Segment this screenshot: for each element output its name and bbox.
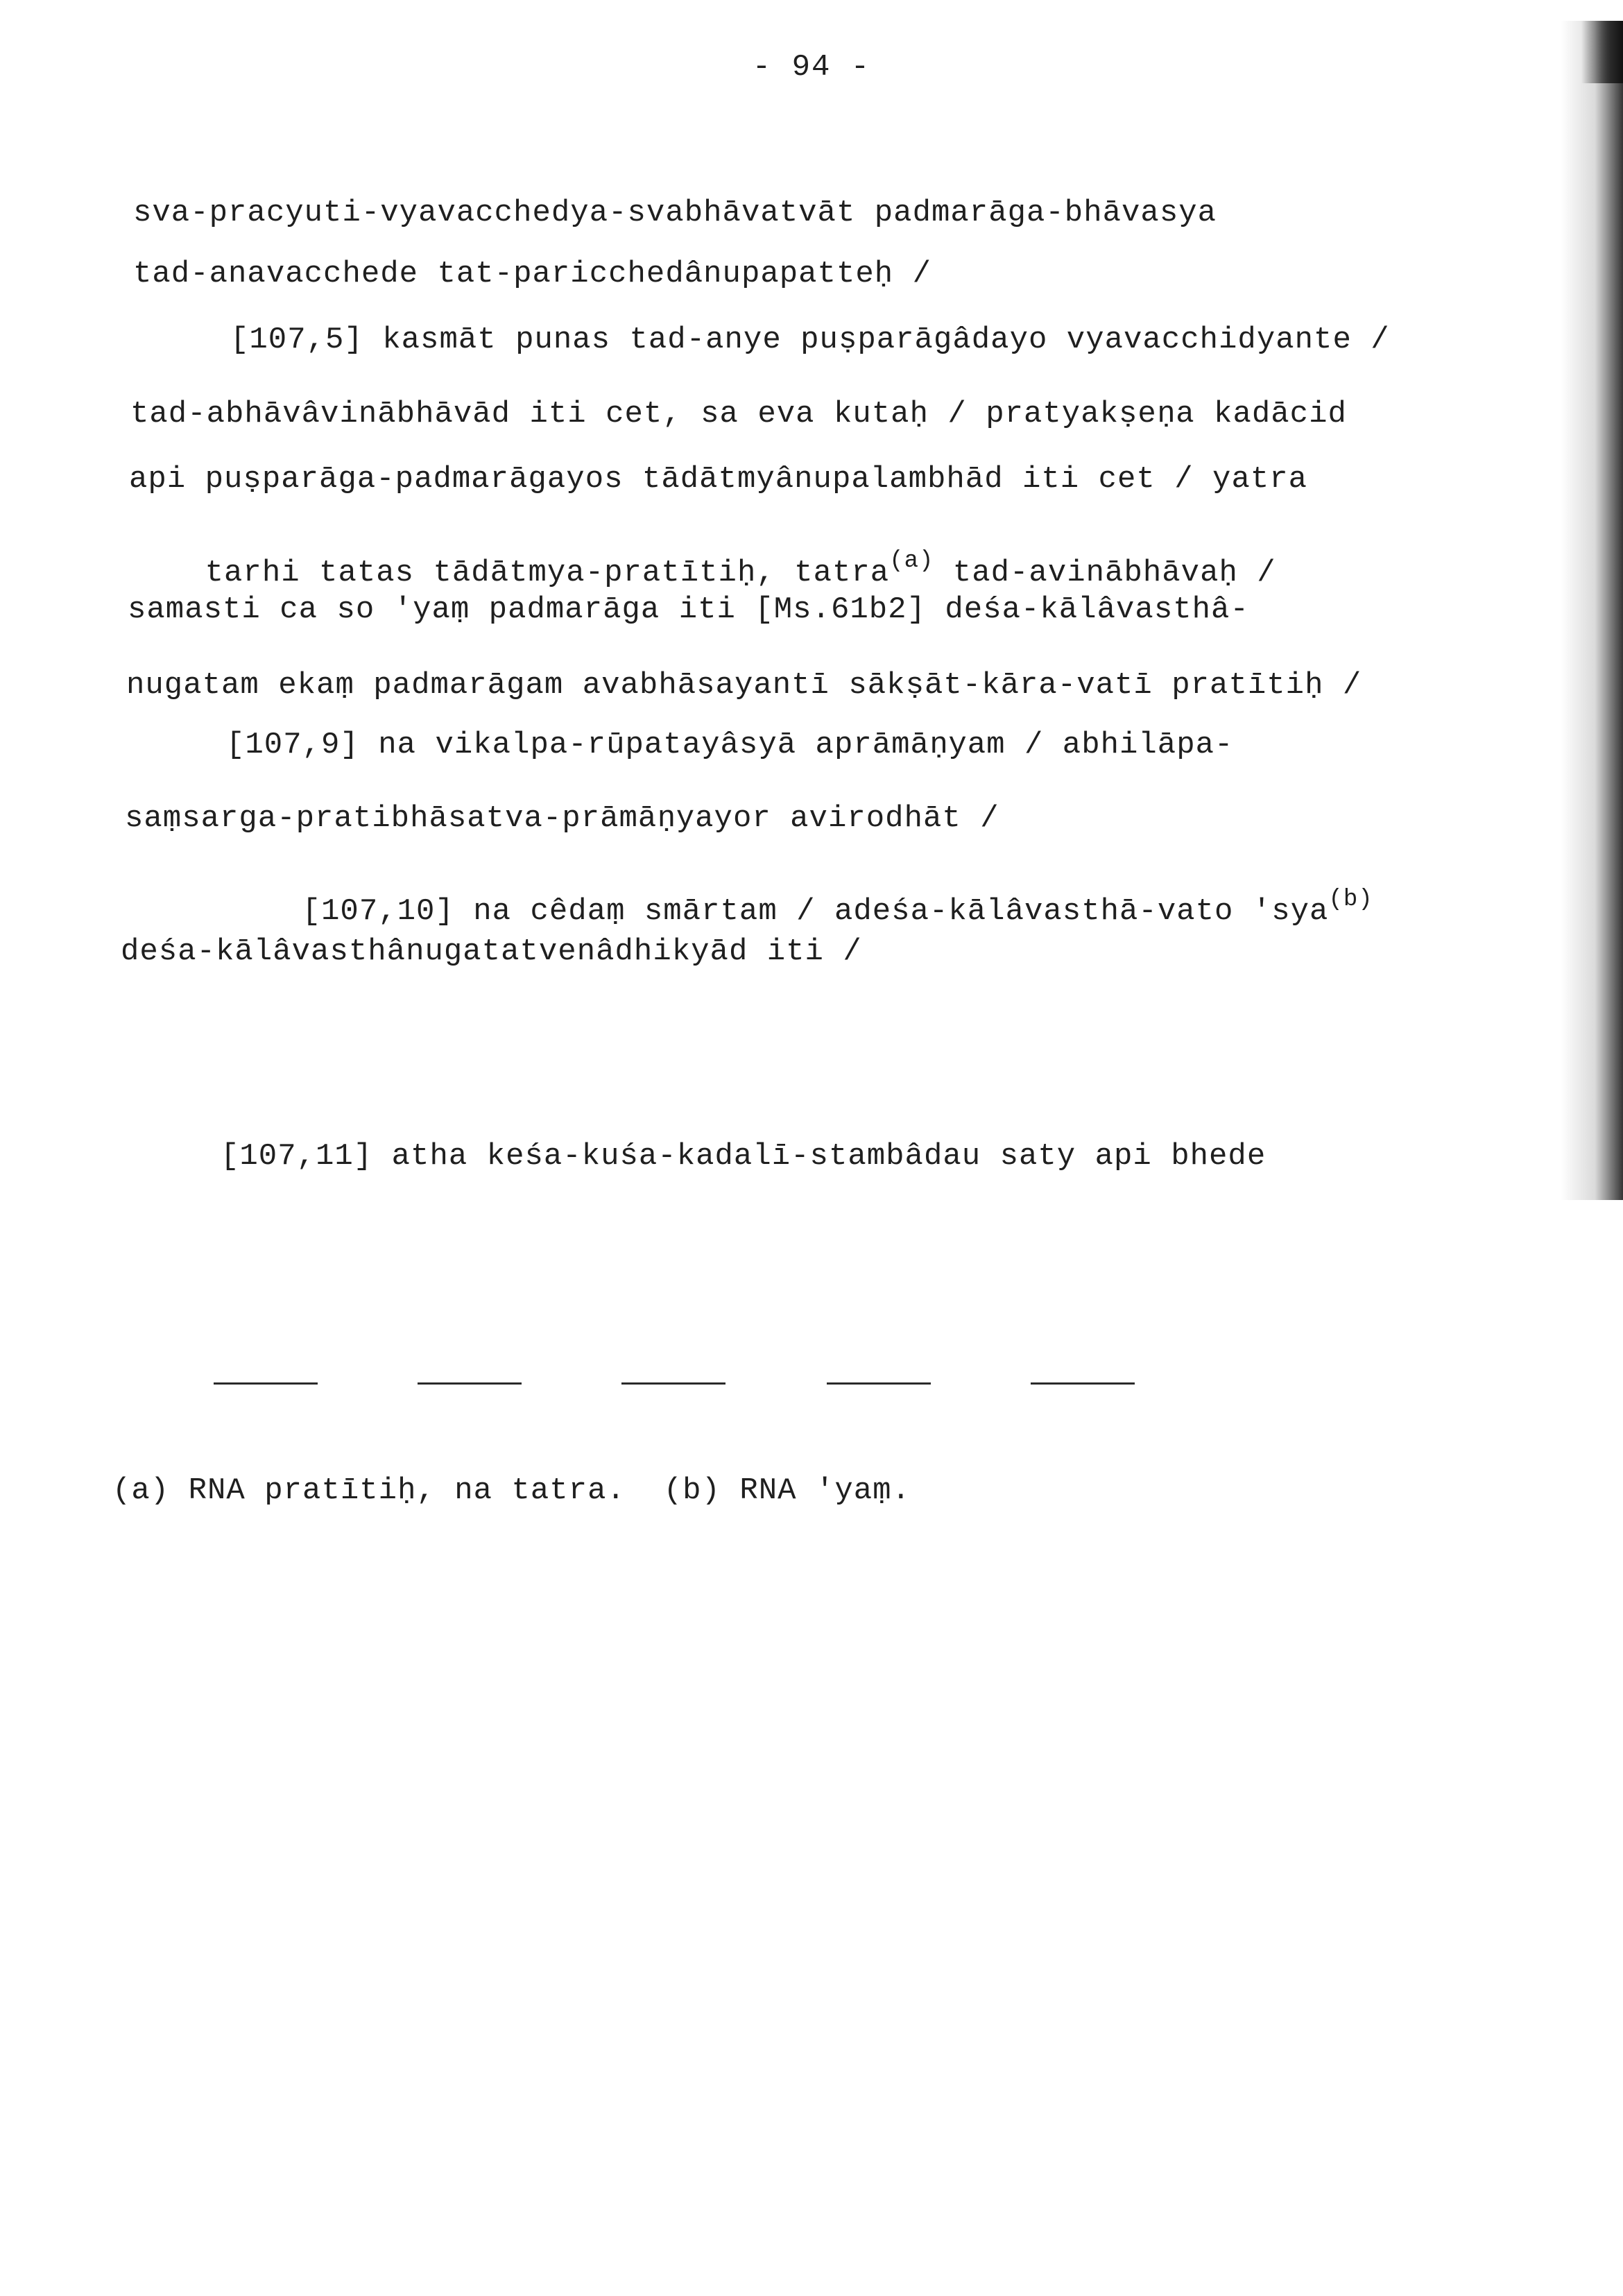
text-line-10: saṃsarga-pratibhāsatva-prāmāṇyayor avirodhāt / [125,801,999,836]
text-line-5: api puṣparāga-padmarāgayos tādātmyânupalambhād iti cet / yatra [129,462,1308,497]
footnote-separator-4 [827,1382,931,1385]
page-number: - 94 - [752,50,871,85]
text-line-12: deśa-kālâvasthânugatatvenâdhikyād iti / [121,934,862,969]
footnote-separator-3 [621,1382,725,1385]
text-line-7: samasti ca so 'yaṃ padmarāga iti [Ms.61b2] deśa-kālâvasthâ- [128,592,1249,627]
text-line-13: [107,11] atha keśa-kuśa-kadalī-stambâdau saty api bhede [221,1139,1266,1174]
text-line-6-main: tarhi tatas tādātmya-pratītiḥ, tatra [205,556,890,590]
text-line-3: [107,5] kasmāt punas tad-anye puṣparāgâdayo vyavacchidyante / [230,323,1390,357]
footnote-marker-b: (b) [1328,886,1373,913]
footnote-separator-5 [1031,1382,1135,1385]
text-line-4: tad-abhāvâvinābhāvād iti cet, sa eva kutaḥ / pratyakṣeṇa kadācid [130,397,1347,431]
footnote-separator-1 [214,1382,318,1385]
footnote-marker-a: (a) [889,548,934,574]
text-line-6-after: tad-avinābhāvaḥ / [934,556,1276,590]
text-line-8: nugatam ekaṃ padmarāgam avabhāsayantī sākṣāt-kāra-vatī pratītiḥ / [126,668,1362,703]
text-line-1: sva-pracyuti-vyavacchedya-svabhāvatvāt padmarāga-bhāvasya [133,196,1217,230]
text-line-11-main: [107,10] na cêdaṃ smārtam / adeśa-kālâvasthā-vato 'sya [302,894,1329,929]
page-edge-shadow [1561,21,1623,1200]
text-line-2: tad-anavacchede tat-paricchedânupapatteḥ / [133,257,931,291]
footnote: (a) RNA pratītiḥ, na tatra. (b) RNA 'yaṃ. [112,1473,911,1508]
footnote-separator-2 [418,1382,522,1385]
text-line-9: [107,9] na vikalpa-rūpatayâsyā aprāmāṇyam / abhilāpa- [226,728,1234,762]
